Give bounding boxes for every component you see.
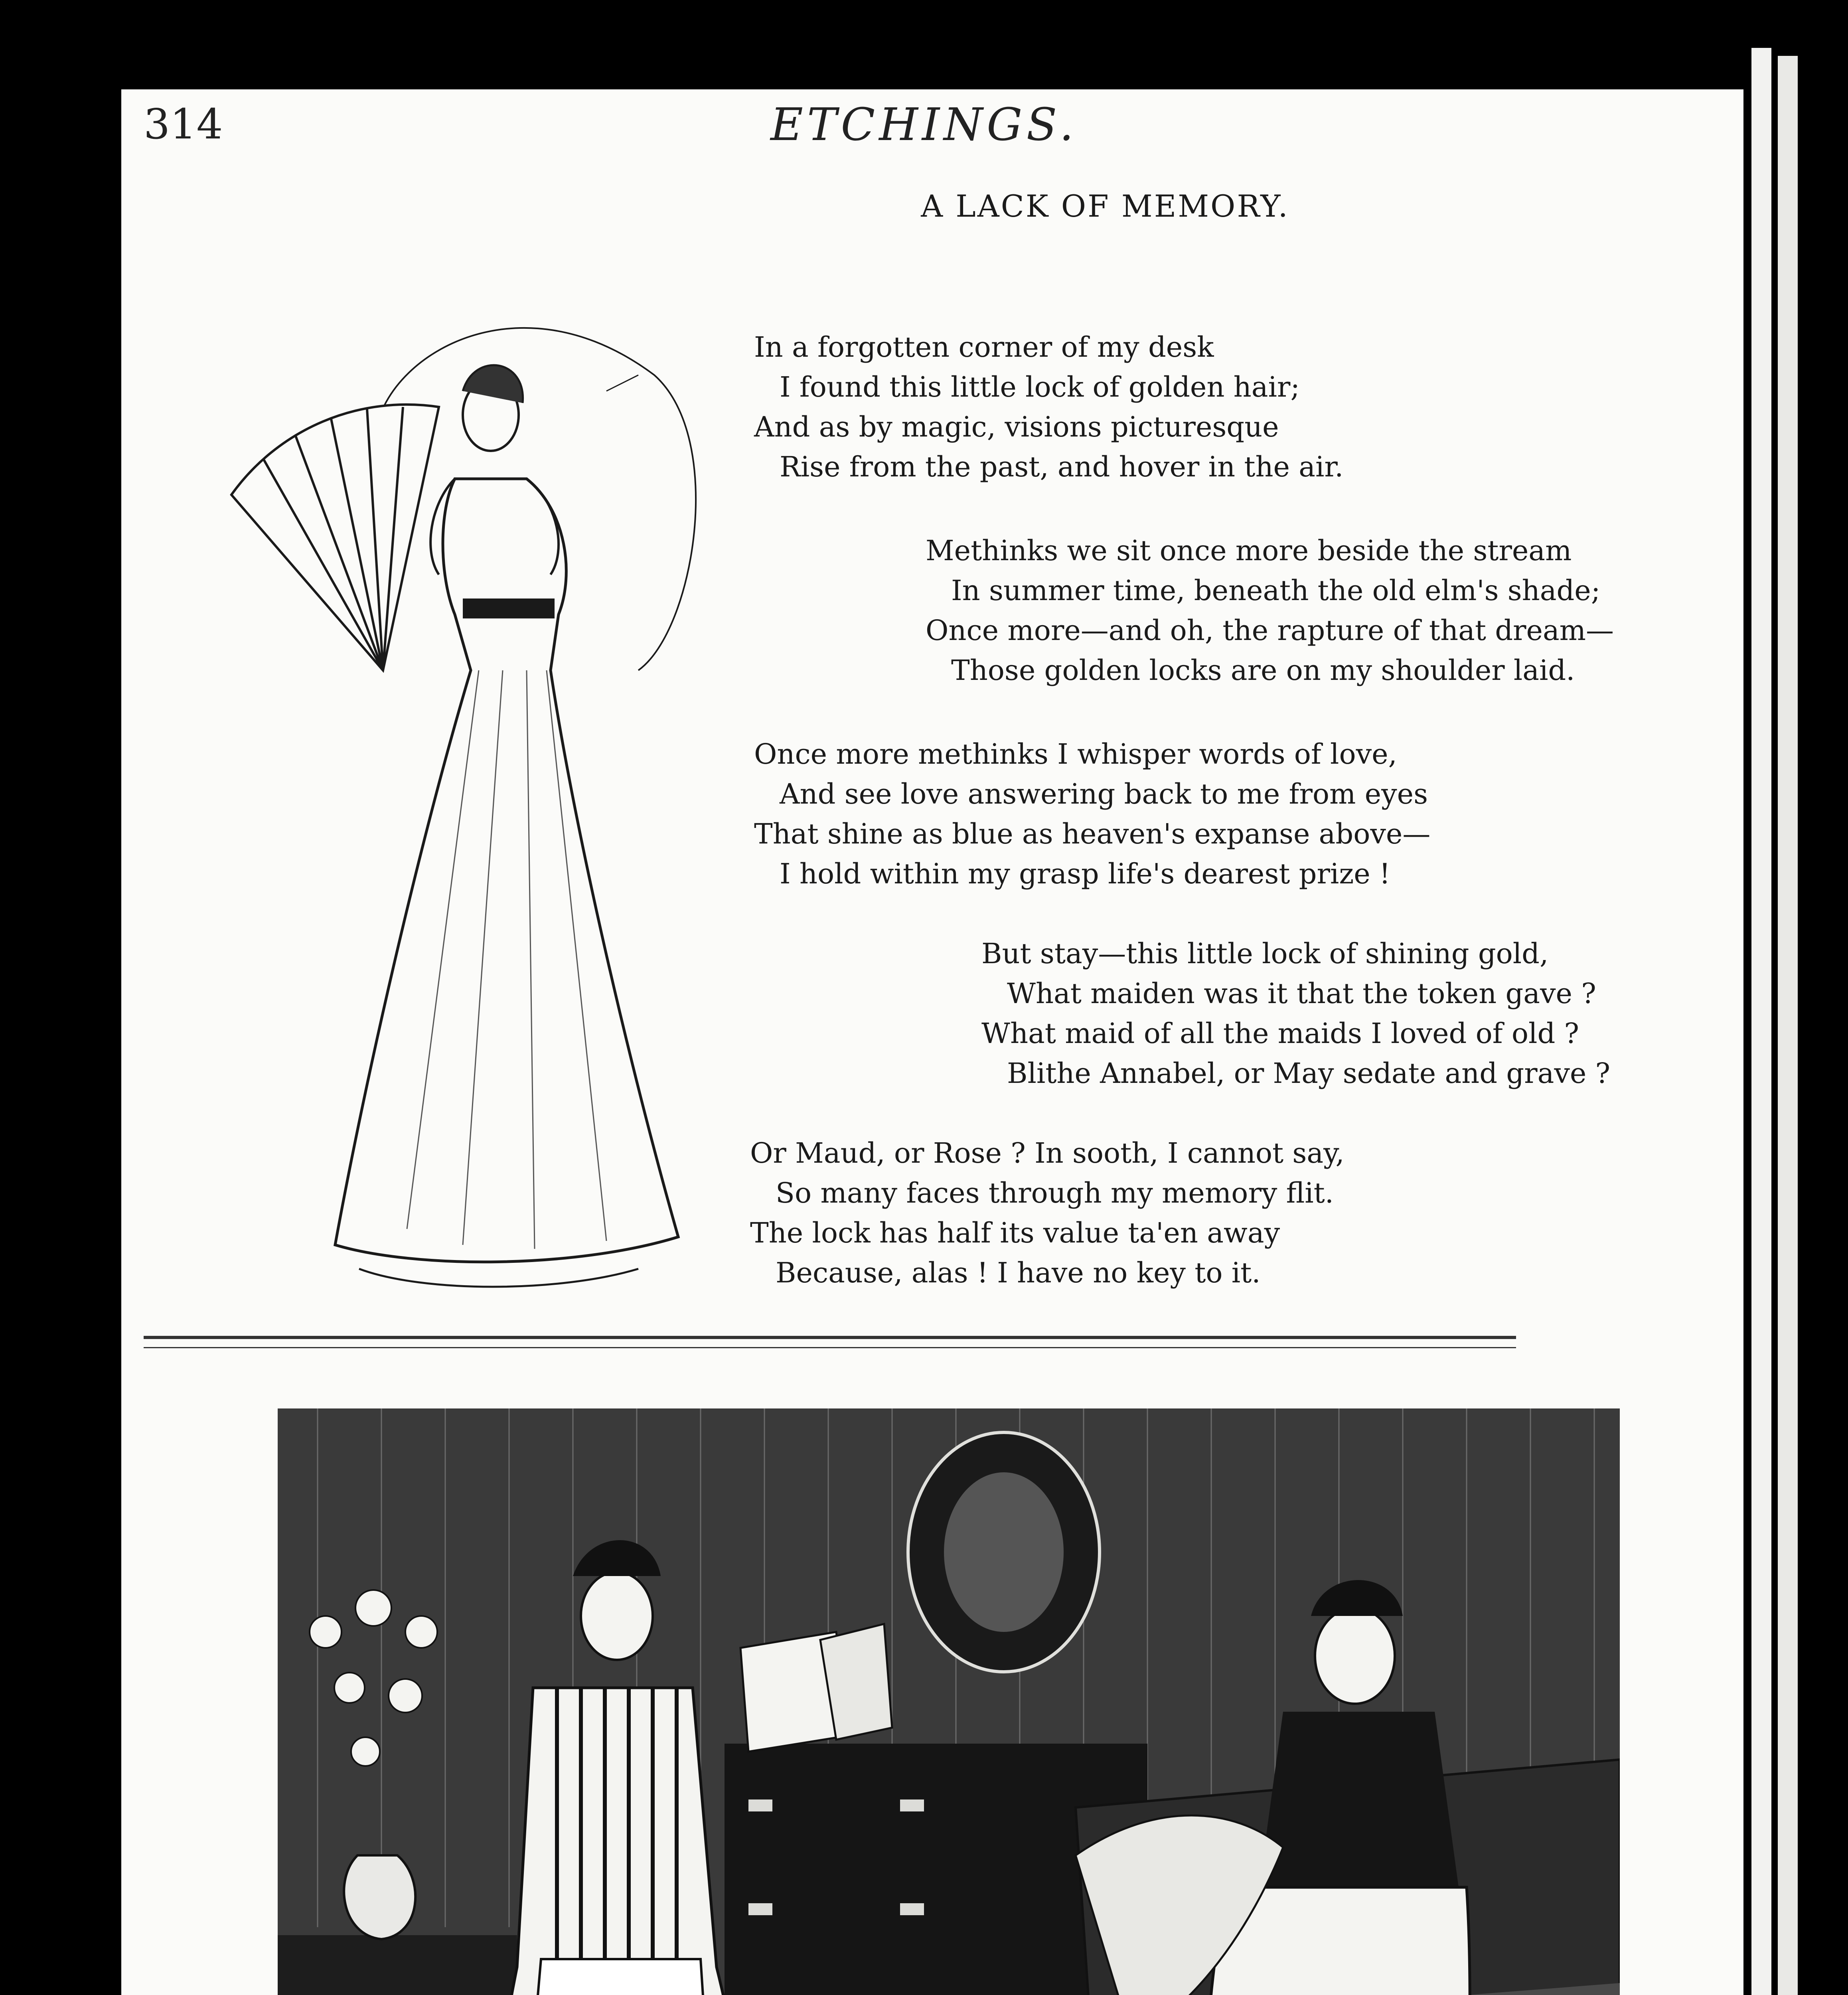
running-head: ETCHINGS. xyxy=(770,99,1078,151)
poem-line: Because, alas ! I have no key to it. xyxy=(776,1256,1261,1289)
facing-page-edge xyxy=(1751,48,1771,1995)
poem-stanza-5 xyxy=(750,1133,1345,1293)
section-divider xyxy=(144,1336,1516,1339)
poem-stanza-1 xyxy=(754,327,1343,487)
poem-line: But stay—this little lock of shining gold, xyxy=(981,937,1549,970)
poem-line: The lock has half its value ta'en away xyxy=(750,1217,1280,1249)
poem-stanza-4 xyxy=(981,934,1610,1093)
poem-line: Or Maud, or Rose ? In sooth, I cannot say, xyxy=(750,1137,1345,1169)
poem-line: Those golden locks are on my shoulder laid. xyxy=(951,654,1575,687)
poem-stanza-3 xyxy=(754,734,1430,894)
poem-line: What maiden was it that the token gave ? xyxy=(1007,977,1596,1010)
poem-line: In summer time, beneath the old elm's shade; xyxy=(951,574,1601,607)
page-number: 314 xyxy=(144,100,223,148)
poem-stanza-2 xyxy=(926,531,1614,690)
poem-line: Methinks we sit once more beside the stream xyxy=(926,534,1572,567)
facing-page-margin xyxy=(1778,56,1798,1995)
illustration-maid-and-mistress xyxy=(278,1408,1620,1995)
poem-line: I found this little lock of golden hair; xyxy=(780,371,1300,403)
poem-title: A LACK OF MEMORY. xyxy=(921,188,1289,224)
poem-line: I hold within my grasp life's dearest prize ! xyxy=(780,857,1391,890)
poem-line: That shine as blue as heaven's expanse above— xyxy=(754,818,1431,850)
poem-line: Blithe Annabel, or May sedate and grave ? xyxy=(1007,1057,1611,1090)
poem-line: So many faces through my memory flit. xyxy=(776,1177,1334,1209)
poem-line: And see love answering back to me from eyes xyxy=(780,778,1428,810)
poem-line: Once more—and oh, the rapture of that dream— xyxy=(926,614,1614,647)
poem-line: And as by magic, visions picturesque xyxy=(754,411,1279,443)
section-divider-thin xyxy=(144,1347,1516,1348)
poem-line: Once more methinks I whisper words of love, xyxy=(754,738,1397,770)
poem-line: In a forgotten corner of my desk xyxy=(754,331,1214,363)
poem-line: What maid of all the maids I loved of old ? xyxy=(981,1017,1579,1050)
illustration-lady-with-fan xyxy=(215,271,766,1309)
poem-line: Rise from the past, and hover in the air. xyxy=(780,450,1344,483)
